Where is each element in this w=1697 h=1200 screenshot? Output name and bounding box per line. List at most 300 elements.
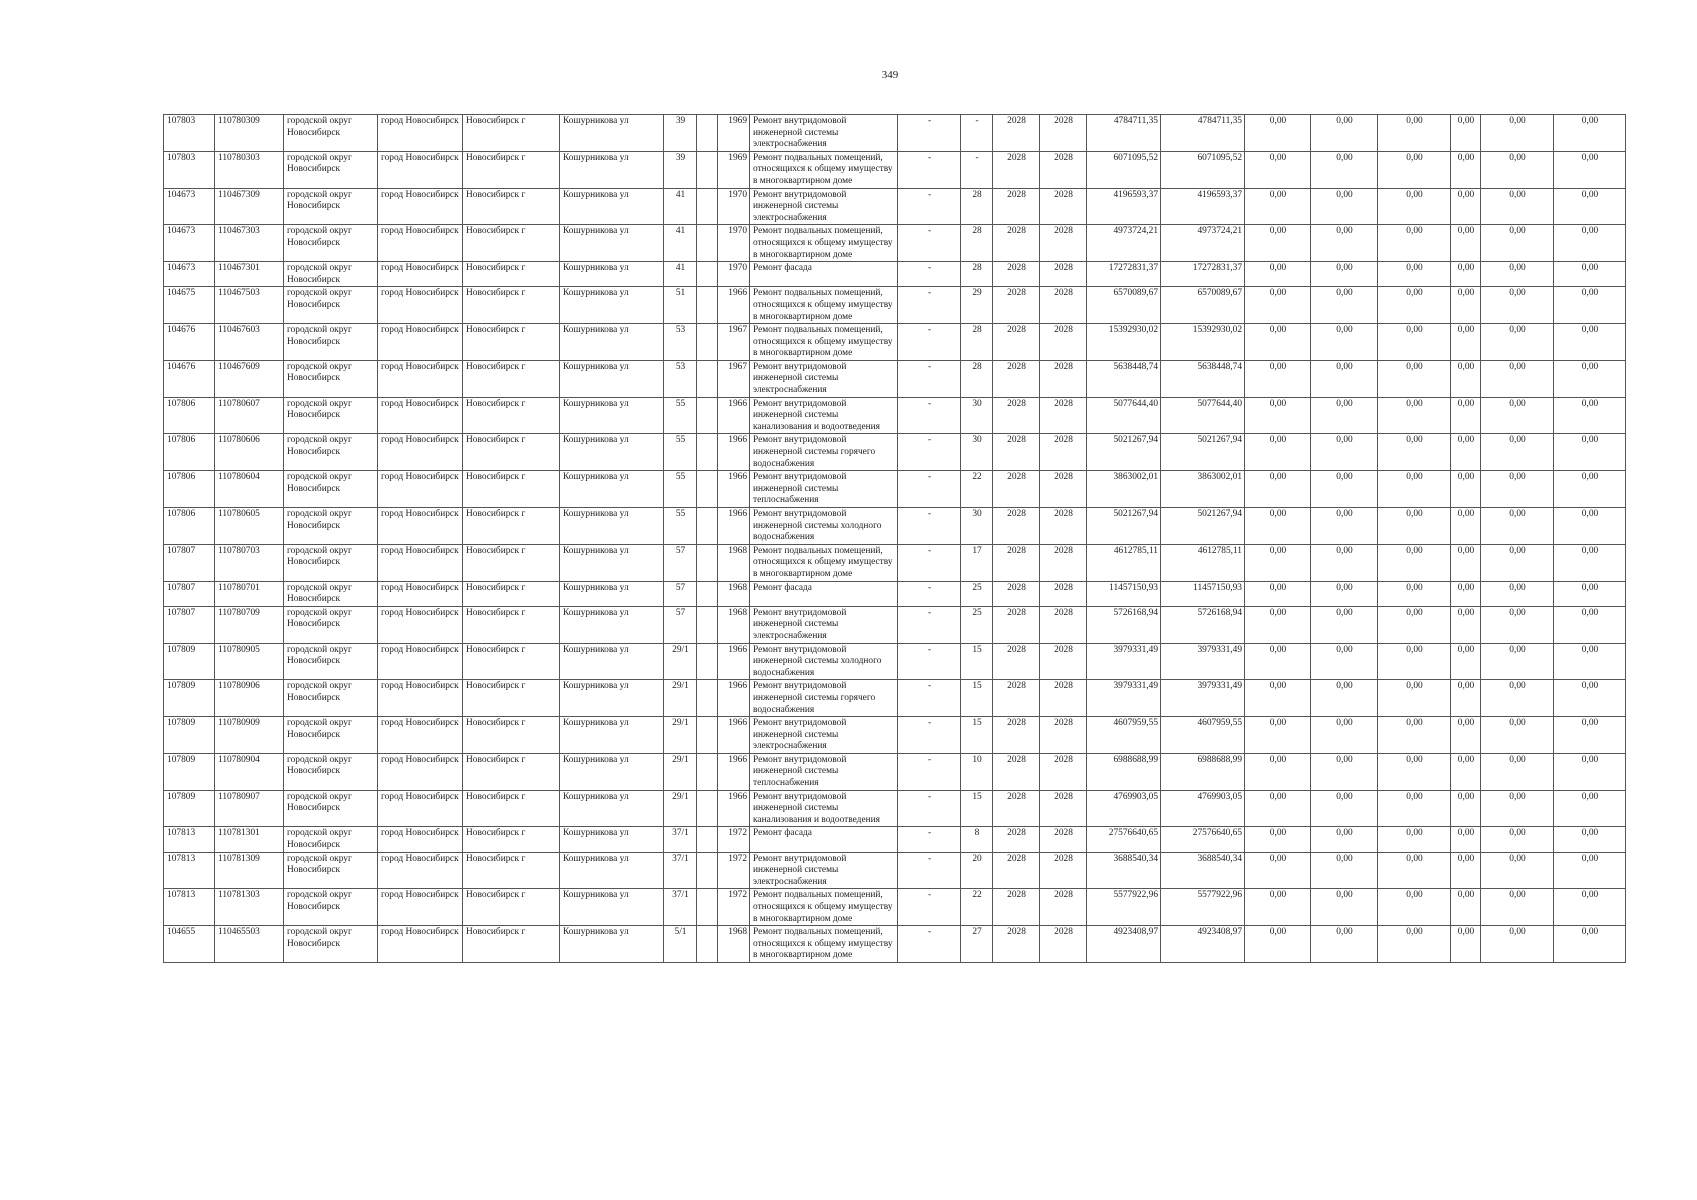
cell-v1: 0,00 — [1245, 360, 1311, 397]
cell-work: Ремонт фасада — [750, 262, 898, 287]
cell-total: 3688540,34 — [1087, 852, 1161, 889]
cell-sum: 5021267,94 — [1161, 508, 1245, 545]
cell-f2: 22 — [961, 889, 993, 926]
table-row — [164, 852, 1626, 889]
cell-letter — [697, 643, 718, 680]
cell-y2: 2028 — [1040, 889, 1087, 926]
cell-work: Ремонт подвальных помещений, относящихся к общему имуществу в многоквартирном доме — [750, 889, 898, 926]
cell-v5: 0,00 — [1481, 360, 1554, 397]
cell-sum: 4612785,11 — [1161, 544, 1245, 581]
cell-settlement: город Новосибирск — [378, 643, 463, 680]
cell-y2: 2028 — [1040, 434, 1087, 471]
cell-street: Кошурникова ул — [560, 753, 664, 790]
cell-f1: - — [898, 606, 961, 643]
cell-v3: 0,00 — [1378, 360, 1451, 397]
cell-house: 29/1 — [664, 753, 697, 790]
cell-f2: 15 — [961, 790, 993, 827]
cell-sum: 5726168,94 — [1161, 606, 1245, 643]
cell-v2: 0,00 — [1311, 753, 1378, 790]
cell-total: 4607959,55 — [1087, 717, 1161, 754]
table-row — [164, 544, 1626, 581]
cell-v2: 0,00 — [1311, 508, 1378, 545]
cell-year: 1966 — [718, 508, 750, 545]
cell-v6: 0,00 — [1554, 753, 1626, 790]
cell-y2: 2028 — [1040, 225, 1087, 262]
cell-code: 110467503 — [215, 287, 284, 324]
cell-street: Кошурникова ул — [560, 360, 664, 397]
table-row — [164, 753, 1626, 790]
cell-code: 110465503 — [215, 926, 284, 963]
cell-code: 110467301 — [215, 262, 284, 287]
cell-f1: - — [898, 115, 961, 152]
cell-id: 107813 — [164, 889, 215, 926]
cell-district: городской округ Новосибирск — [284, 643, 378, 680]
cell-v1: 0,00 — [1245, 753, 1311, 790]
cell-f1: - — [898, 827, 961, 852]
cell-y1: 2028 — [993, 544, 1040, 581]
cell-v4: 0,00 — [1451, 544, 1481, 581]
table-row — [164, 643, 1626, 680]
cell-year: 1969 — [718, 151, 750, 188]
cell-code: 110781301 — [215, 827, 284, 852]
cell-v1: 0,00 — [1245, 889, 1311, 926]
cell-district: городской округ Новосибирск — [284, 324, 378, 361]
cell-v2: 0,00 — [1311, 827, 1378, 852]
cell-y2: 2028 — [1040, 790, 1087, 827]
cell-v4: 0,00 — [1451, 471, 1481, 508]
cell-sum: 5577922,96 — [1161, 889, 1245, 926]
cell-year: 1969 — [718, 115, 750, 152]
cell-y1: 2028 — [993, 581, 1040, 606]
cell-v2: 0,00 — [1311, 324, 1378, 361]
cell-house: 55 — [664, 434, 697, 471]
cell-v3: 0,00 — [1378, 717, 1451, 754]
cell-total: 3979331,49 — [1087, 643, 1161, 680]
table-row — [164, 680, 1626, 717]
cell-city: Новосибирск г — [463, 287, 560, 324]
cell-street: Кошурникова ул — [560, 508, 664, 545]
cell-street: Кошурникова ул — [560, 471, 664, 508]
cell-f1: - — [898, 397, 961, 434]
cell-letter — [697, 397, 718, 434]
cell-f2: 28 — [961, 225, 993, 262]
cell-y2: 2028 — [1040, 852, 1087, 889]
cell-v6: 0,00 — [1554, 287, 1626, 324]
cell-id: 107806 — [164, 397, 215, 434]
cell-y1: 2028 — [993, 643, 1040, 680]
cell-v3: 0,00 — [1378, 680, 1451, 717]
cell-street: Кошурникова ул — [560, 115, 664, 152]
cell-v2: 0,00 — [1311, 360, 1378, 397]
cell-v6: 0,00 — [1554, 508, 1626, 545]
cell-y2: 2028 — [1040, 508, 1087, 545]
cell-house: 55 — [664, 508, 697, 545]
cell-house: 53 — [664, 360, 697, 397]
cell-v1: 0,00 — [1245, 188, 1311, 225]
cell-work: Ремонт внутридомовой инженерной системы горячего водоснабжения — [750, 680, 898, 717]
cell-letter — [697, 544, 718, 581]
cell-v1: 0,00 — [1245, 115, 1311, 152]
cell-v3: 0,00 — [1378, 544, 1451, 581]
cell-total: 6071095,52 — [1087, 151, 1161, 188]
cell-y1: 2028 — [993, 889, 1040, 926]
cell-city: Новосибирск г — [463, 397, 560, 434]
cell-letter — [697, 115, 718, 152]
cell-v1: 0,00 — [1245, 926, 1311, 963]
cell-year: 1968 — [718, 544, 750, 581]
cell-y2: 2028 — [1040, 324, 1087, 361]
cell-code: 110780906 — [215, 680, 284, 717]
cell-y1: 2028 — [993, 287, 1040, 324]
cell-street: Кошурникова ул — [560, 287, 664, 324]
cell-v2: 0,00 — [1311, 262, 1378, 287]
cell-street: Кошурникова ул — [560, 225, 664, 262]
cell-v2: 0,00 — [1311, 471, 1378, 508]
cell-street: Кошурникова ул — [560, 889, 664, 926]
cell-work: Ремонт подвальных помещений, относящихся к общему имуществу в многоквартирном доме — [750, 287, 898, 324]
cell-street: Кошурникова ул — [560, 324, 664, 361]
cell-city: Новосибирск г — [463, 852, 560, 889]
cell-v5: 0,00 — [1481, 680, 1554, 717]
cell-id: 107809 — [164, 753, 215, 790]
cell-v3: 0,00 — [1378, 287, 1451, 324]
cell-district: городской округ Новосибирск — [284, 790, 378, 827]
cell-f1: - — [898, 262, 961, 287]
cell-code: 110780604 — [215, 471, 284, 508]
cell-letter — [697, 827, 718, 852]
cell-v4: 0,00 — [1451, 680, 1481, 717]
cell-work: Ремонт внутридомовой инженерной системы электроснабжения — [750, 717, 898, 754]
cell-letter — [697, 581, 718, 606]
cell-f2: 15 — [961, 643, 993, 680]
cell-code: 110467303 — [215, 225, 284, 262]
cell-house: 37/1 — [664, 852, 697, 889]
cell-v2: 0,00 — [1311, 397, 1378, 434]
cell-v1: 0,00 — [1245, 790, 1311, 827]
cell-id: 107813 — [164, 827, 215, 852]
cell-settlement: город Новосибирск — [378, 151, 463, 188]
cell-city: Новосибирск г — [463, 188, 560, 225]
cell-street: Кошурникова ул — [560, 606, 664, 643]
cell-v1: 0,00 — [1245, 852, 1311, 889]
cell-v5: 0,00 — [1481, 434, 1554, 471]
cell-work: Ремонт внутридомовой инженерной системы канализования и водоотведения — [750, 790, 898, 827]
cell-id: 107806 — [164, 508, 215, 545]
cell-v1: 0,00 — [1245, 643, 1311, 680]
table-row — [164, 115, 1626, 152]
cell-settlement: город Новосибирск — [378, 324, 463, 361]
cell-settlement: город Новосибирск — [378, 680, 463, 717]
cell-district: городской округ Новосибирск — [284, 827, 378, 852]
cell-id: 104676 — [164, 324, 215, 361]
cell-sum: 17272831,37 — [1161, 262, 1245, 287]
cell-f2: 28 — [961, 262, 993, 287]
cell-code: 110781309 — [215, 852, 284, 889]
cell-v5: 0,00 — [1481, 508, 1554, 545]
cell-y2: 2028 — [1040, 717, 1087, 754]
cell-y2: 2028 — [1040, 544, 1087, 581]
cell-f1: - — [898, 889, 961, 926]
cell-v6: 0,00 — [1554, 827, 1626, 852]
cell-sum: 4607959,55 — [1161, 717, 1245, 754]
cell-city: Новосибирск г — [463, 115, 560, 152]
cell-f1: - — [898, 581, 961, 606]
cell-total: 4612785,11 — [1087, 544, 1161, 581]
cell-v5: 0,00 — [1481, 225, 1554, 262]
cell-sum: 5021267,94 — [1161, 434, 1245, 471]
cell-letter — [697, 926, 718, 963]
cell-total: 4196593,37 — [1087, 188, 1161, 225]
cell-f2: 22 — [961, 471, 993, 508]
table-row — [164, 262, 1626, 287]
cell-total: 27576640,65 — [1087, 827, 1161, 852]
cell-v2: 0,00 — [1311, 544, 1378, 581]
cell-y1: 2028 — [993, 827, 1040, 852]
cell-v5: 0,00 — [1481, 151, 1554, 188]
cell-v5: 0,00 — [1481, 790, 1554, 827]
cell-year: 1966 — [718, 471, 750, 508]
cell-v2: 0,00 — [1311, 606, 1378, 643]
cell-year: 1970 — [718, 225, 750, 262]
cell-v6: 0,00 — [1554, 544, 1626, 581]
cell-v5: 0,00 — [1481, 188, 1554, 225]
cell-house: 57 — [664, 606, 697, 643]
cell-id: 107809 — [164, 717, 215, 754]
cell-f2: 28 — [961, 188, 993, 225]
cell-v3: 0,00 — [1378, 889, 1451, 926]
cell-city: Новосибирск г — [463, 827, 560, 852]
cell-v6: 0,00 — [1554, 717, 1626, 754]
cell-street: Кошурникова ул — [560, 544, 664, 581]
cell-street: Кошурникова ул — [560, 790, 664, 827]
cell-sum: 4196593,37 — [1161, 188, 1245, 225]
cell-v4: 0,00 — [1451, 360, 1481, 397]
cell-v3: 0,00 — [1378, 324, 1451, 361]
cell-year: 1967 — [718, 360, 750, 397]
cell-letter — [697, 753, 718, 790]
cell-v4: 0,00 — [1451, 151, 1481, 188]
cell-settlement: город Новосибирск — [378, 115, 463, 152]
cell-f2: 15 — [961, 680, 993, 717]
cell-y2: 2028 — [1040, 581, 1087, 606]
cell-id: 107809 — [164, 790, 215, 827]
cell-y1: 2028 — [993, 790, 1040, 827]
cell-letter — [697, 889, 718, 926]
cell-city: Новосибирск г — [463, 471, 560, 508]
cell-settlement: город Новосибирск — [378, 262, 463, 287]
repair-registry-table — [163, 114, 1626, 963]
cell-v6: 0,00 — [1554, 643, 1626, 680]
table-row — [164, 581, 1626, 606]
cell-house: 29/1 — [664, 717, 697, 754]
cell-year: 1966 — [718, 287, 750, 324]
cell-settlement: город Новосибирск — [378, 827, 463, 852]
cell-v4: 0,00 — [1451, 581, 1481, 606]
cell-year: 1966 — [718, 790, 750, 827]
cell-street: Кошурникова ул — [560, 926, 664, 963]
cell-settlement: город Новосибирск — [378, 790, 463, 827]
table-row — [164, 397, 1626, 434]
cell-house: 55 — [664, 397, 697, 434]
cell-v6: 0,00 — [1554, 324, 1626, 361]
cell-v3: 0,00 — [1378, 581, 1451, 606]
cell-district: городской округ Новосибирск — [284, 926, 378, 963]
cell-district: городской округ Новосибирск — [284, 225, 378, 262]
cell-code: 110780606 — [215, 434, 284, 471]
cell-code: 110780904 — [215, 753, 284, 790]
cell-letter — [697, 606, 718, 643]
cell-district: городской округ Новосибирск — [284, 397, 378, 434]
cell-settlement: город Новосибирск — [378, 360, 463, 397]
cell-house: 29/1 — [664, 643, 697, 680]
cell-city: Новосибирск г — [463, 360, 560, 397]
cell-total: 5021267,94 — [1087, 434, 1161, 471]
cell-v5: 0,00 — [1481, 827, 1554, 852]
cell-v5: 0,00 — [1481, 115, 1554, 152]
cell-v4: 0,00 — [1451, 790, 1481, 827]
cell-v6: 0,00 — [1554, 225, 1626, 262]
cell-id: 107807 — [164, 544, 215, 581]
cell-code: 110780709 — [215, 606, 284, 643]
cell-v1: 0,00 — [1245, 827, 1311, 852]
cell-code: 110780905 — [215, 643, 284, 680]
table-row — [164, 434, 1626, 471]
cell-f1: - — [898, 717, 961, 754]
cell-settlement: город Новосибирск — [378, 926, 463, 963]
cell-y2: 2028 — [1040, 643, 1087, 680]
cell-city: Новосибирск г — [463, 151, 560, 188]
table-body — [164, 115, 1626, 963]
cell-total: 3979331,49 — [1087, 680, 1161, 717]
cell-v6: 0,00 — [1554, 151, 1626, 188]
cell-v1: 0,00 — [1245, 262, 1311, 287]
cell-id: 107803 — [164, 115, 215, 152]
cell-v2: 0,00 — [1311, 151, 1378, 188]
cell-v3: 0,00 — [1378, 827, 1451, 852]
cell-sum: 3979331,49 — [1161, 680, 1245, 717]
cell-total: 5077644,40 — [1087, 397, 1161, 434]
cell-house: 41 — [664, 225, 697, 262]
cell-v3: 0,00 — [1378, 115, 1451, 152]
cell-work: Ремонт подвальных помещений, относящихся к общему имуществу в многоквартирном доме — [750, 225, 898, 262]
table-row — [164, 471, 1626, 508]
cell-house: 41 — [664, 188, 697, 225]
cell-v5: 0,00 — [1481, 397, 1554, 434]
cell-f2: 30 — [961, 397, 993, 434]
cell-work: Ремонт внутридомовой инженерной системы теплоснабжения — [750, 471, 898, 508]
cell-city: Новосибирск г — [463, 606, 560, 643]
cell-letter — [697, 852, 718, 889]
cell-total: 6988688,99 — [1087, 753, 1161, 790]
cell-code: 110467609 — [215, 360, 284, 397]
cell-f2: - — [961, 115, 993, 152]
cell-v4: 0,00 — [1451, 397, 1481, 434]
cell-letter — [697, 508, 718, 545]
cell-v2: 0,00 — [1311, 790, 1378, 827]
cell-house: 39 — [664, 115, 697, 152]
cell-v6: 0,00 — [1554, 360, 1626, 397]
cell-settlement: город Новосибирск — [378, 287, 463, 324]
table-row — [164, 360, 1626, 397]
cell-settlement: город Новосибирск — [378, 581, 463, 606]
cell-total: 6570089,67 — [1087, 287, 1161, 324]
cell-v4: 0,00 — [1451, 508, 1481, 545]
cell-v3: 0,00 — [1378, 790, 1451, 827]
cell-f2: - — [961, 151, 993, 188]
cell-city: Новосибирск г — [463, 717, 560, 754]
cell-sum: 6570089,67 — [1161, 287, 1245, 324]
cell-v3: 0,00 — [1378, 852, 1451, 889]
cell-city: Новосибирск г — [463, 753, 560, 790]
cell-id: 107809 — [164, 680, 215, 717]
cell-f1: - — [898, 324, 961, 361]
cell-v4: 0,00 — [1451, 827, 1481, 852]
cell-v1: 0,00 — [1245, 324, 1311, 361]
cell-sum: 6071095,52 — [1161, 151, 1245, 188]
cell-house: 57 — [664, 581, 697, 606]
cell-year: 1968 — [718, 926, 750, 963]
cell-house: 29/1 — [664, 790, 697, 827]
cell-street: Кошурникова ул — [560, 680, 664, 717]
table-row — [164, 606, 1626, 643]
cell-work: Ремонт внутридомовой инженерной системы канализования и водоотведения — [750, 397, 898, 434]
cell-settlement: город Новосибирск — [378, 508, 463, 545]
cell-letter — [697, 262, 718, 287]
cell-v4: 0,00 — [1451, 606, 1481, 643]
cell-settlement: город Новосибирск — [378, 852, 463, 889]
cell-v6: 0,00 — [1554, 115, 1626, 152]
page-number: 349 — [881, 69, 899, 81]
cell-id: 104675 — [164, 287, 215, 324]
cell-work: Ремонт подвальных помещений, относящихся к общему имуществу в многоквартирном доме — [750, 151, 898, 188]
cell-district: городской округ Новосибирск — [284, 606, 378, 643]
cell-city: Новосибирск г — [463, 926, 560, 963]
cell-letter — [697, 434, 718, 471]
cell-total: 5638448,74 — [1087, 360, 1161, 397]
cell-f2: 8 — [961, 827, 993, 852]
table-row — [164, 508, 1626, 545]
cell-year: 1966 — [718, 397, 750, 434]
cell-letter — [697, 790, 718, 827]
cell-v1: 0,00 — [1245, 287, 1311, 324]
cell-letter — [697, 151, 718, 188]
cell-v3: 0,00 — [1378, 471, 1451, 508]
cell-city: Новосибирск г — [463, 262, 560, 287]
cell-f1: - — [898, 434, 961, 471]
cell-letter — [697, 324, 718, 361]
cell-district: городской округ Новосибирск — [284, 151, 378, 188]
cell-v4: 0,00 — [1451, 324, 1481, 361]
cell-f1: - — [898, 225, 961, 262]
cell-house: 37/1 — [664, 827, 697, 852]
cell-total: 17272831,37 — [1087, 262, 1161, 287]
cell-f1: - — [898, 151, 961, 188]
table-row — [164, 287, 1626, 324]
cell-f1: - — [898, 188, 961, 225]
cell-y1: 2028 — [993, 360, 1040, 397]
cell-f1: - — [898, 790, 961, 827]
cell-y1: 2028 — [993, 397, 1040, 434]
cell-year: 1967 — [718, 324, 750, 361]
cell-y1: 2028 — [993, 324, 1040, 361]
cell-v1: 0,00 — [1245, 151, 1311, 188]
table-row — [164, 225, 1626, 262]
cell-house: 55 — [664, 471, 697, 508]
cell-v4: 0,00 — [1451, 115, 1481, 152]
cell-city: Новосибирск г — [463, 508, 560, 545]
cell-v6: 0,00 — [1554, 606, 1626, 643]
cell-district: городской округ Новосибирск — [284, 544, 378, 581]
